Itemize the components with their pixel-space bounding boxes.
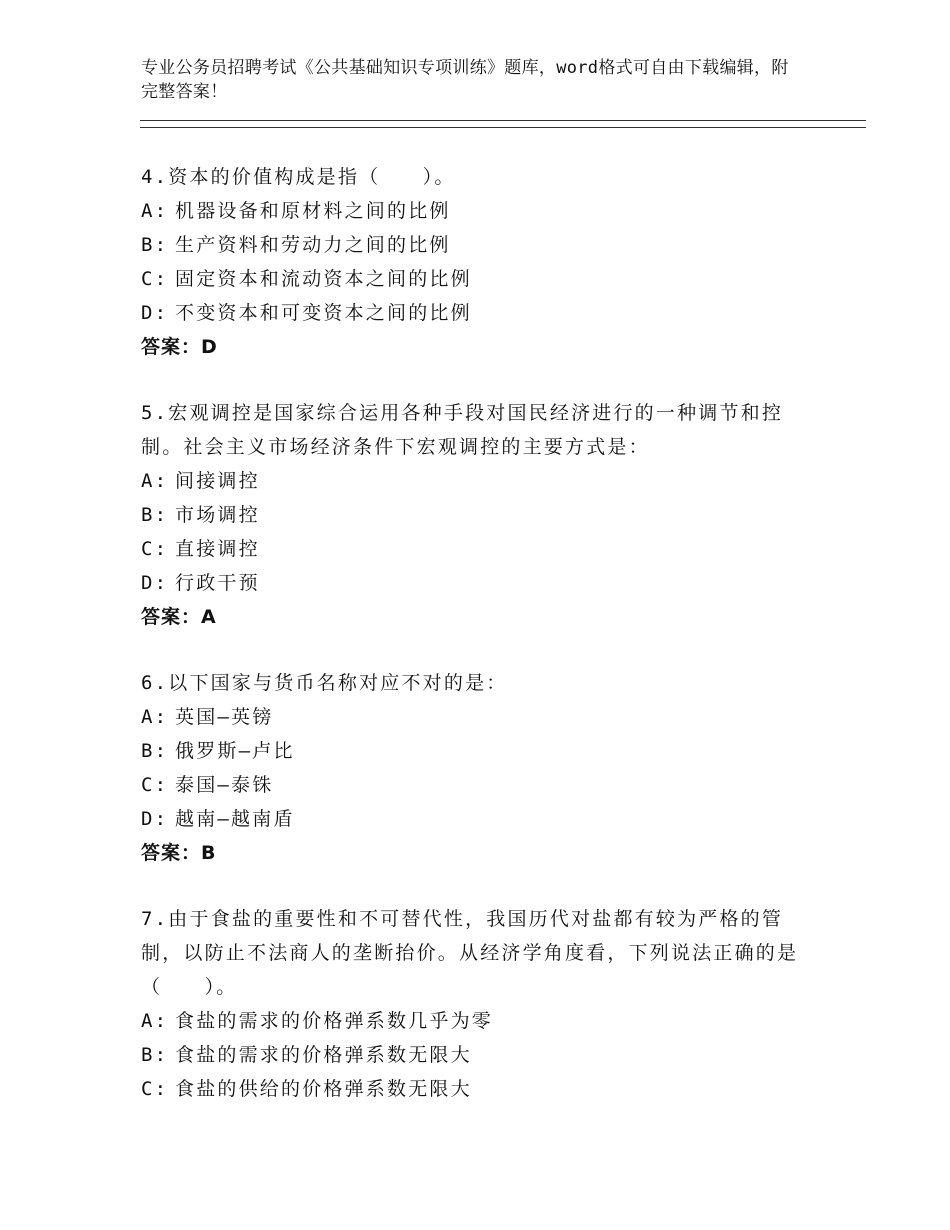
option-c: [141, 532, 811, 566]
option-letter: D:: [141, 302, 169, 324]
question-stem: 7.由于食盐的重要性和不可替代性，我国历代对盐都有较为严格的管制，以防止不法商人的垄断抬价。从经济学角度看，下列说法正确的是（ ）。: [141, 908, 799, 998]
option-letter: B:: [141, 1044, 169, 1066]
option-text: 行政干预: [175, 572, 260, 594]
option-text: 生产资料和劳动力之间的比例: [175, 234, 451, 256]
option-letter: C:: [141, 774, 169, 796]
option-letter: B:: [141, 740, 169, 762]
option-text: 泰国—泰铢: [175, 774, 274, 796]
option-b: [141, 498, 811, 532]
question-7: [141, 902, 811, 1106]
option-a: [141, 1004, 811, 1038]
option-letter: A:: [141, 706, 169, 728]
option-text: 英国—英镑: [175, 706, 274, 728]
option-letter: C:: [141, 538, 169, 560]
option-letter: B:: [141, 234, 169, 256]
option-a: [141, 464, 811, 498]
option-c: [141, 262, 811, 296]
document-header: 专业公务员招聘考试《公共基础知识专项训练》题库，word格式可自由下载编辑，附完整答案！: [141, 58, 789, 102]
option-b: [141, 1038, 811, 1072]
answer-label: 答案：A: [141, 606, 217, 628]
option-a: [141, 194, 811, 228]
question-list: [141, 160, 811, 1138]
question-4: [141, 160, 811, 364]
option-letter: D:: [141, 572, 169, 594]
question-stem: 4.资本的价值构成是指（ ）。: [141, 166, 456, 188]
option-text: 机器设备和原材料之间的比例: [175, 200, 451, 222]
option-b: [141, 228, 811, 262]
option-letter: A:: [141, 1010, 169, 1032]
question-5: [141, 396, 811, 634]
option-letter: C:: [141, 268, 169, 290]
option-a: [141, 700, 811, 734]
option-text: 不变资本和可变资本之间的比例: [175, 302, 472, 324]
option-text: 固定资本和流动资本之间的比例: [175, 268, 472, 290]
option-b: [141, 734, 811, 768]
answer-label: 答案：D: [141, 336, 218, 358]
option-text: 市场调控: [175, 504, 260, 526]
option-letter: D:: [141, 808, 169, 830]
option-letter: A:: [141, 200, 169, 222]
option-text: 俄罗斯—卢比: [175, 740, 295, 762]
option-text: 食盐的供给的价格弹系数无限大: [175, 1078, 472, 1100]
option-c: [141, 768, 811, 802]
option-d: [141, 296, 811, 330]
option-letter: B:: [141, 504, 169, 526]
option-letter: C:: [141, 1078, 169, 1100]
option-text: 直接调控: [175, 538, 260, 560]
option-d: [141, 566, 811, 600]
option-c: [141, 1072, 811, 1106]
option-letter: A:: [141, 470, 169, 492]
answer-label: 答案：B: [141, 842, 217, 864]
header-double-rule: [140, 120, 866, 128]
option-text: 食盐的需求的价格弹系数几乎为零: [175, 1010, 494, 1032]
option-text: 间接调控: [175, 470, 260, 492]
question-6: [141, 666, 811, 870]
question-stem: 6.以下国家与货币名称对应不对的是：: [141, 672, 508, 694]
option-text: 越南—越南盾: [175, 808, 295, 830]
option-d: [141, 802, 811, 836]
option-text: 食盐的需求的价格弹系数无限大: [175, 1044, 472, 1066]
question-stem: 5.宏观调控是国家综合运用各种手段对国民经济进行的一种调节和控制。社会主义市场经济条件下宏观调控的主要方式是：: [141, 402, 784, 458]
